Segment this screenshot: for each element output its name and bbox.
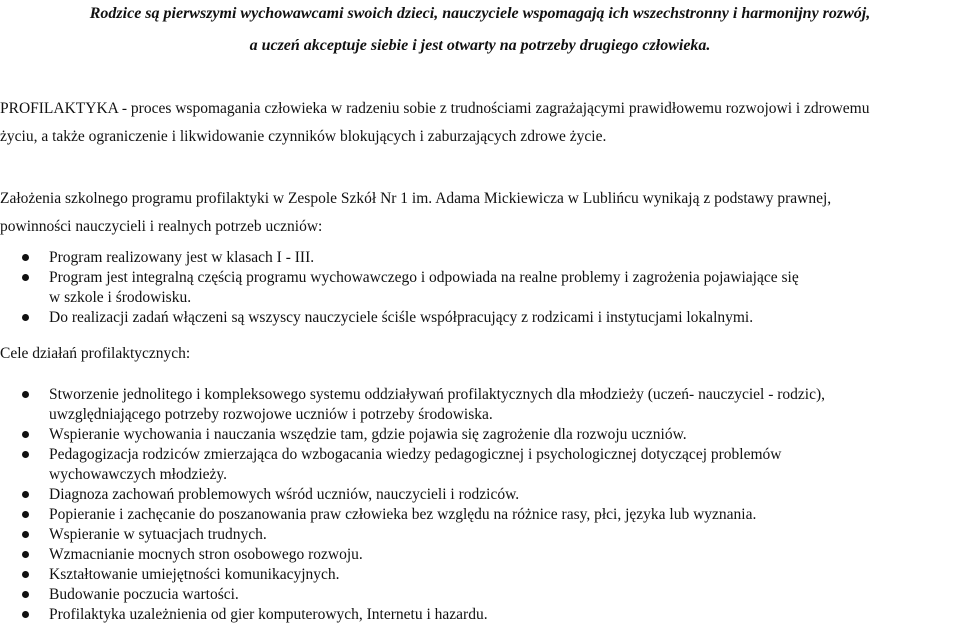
list-item: [22, 565, 952, 585]
list-item-text: Kształtowanie umiejętności komunikacyjnych.: [49, 566, 340, 583]
list-item-text: wychowawczych młodzieży.: [49, 466, 228, 483]
bullet-icon: [22, 431, 29, 438]
profilaktyka-term: PROFILAKTYKA -: [0, 100, 128, 117]
cele-bullet-list: [22, 385, 952, 625]
motto-line-2: a uczeń akceptuje siebie i jest otwarty na potrzeby drugiego człowieka.: [249, 37, 711, 54]
bullet-icon: [22, 611, 29, 618]
zalozenia-intro-line-1: Założenia szkolnego programu profilaktyki w Zespole Szkół Nr 1 im. Adama Mickiewicza w Lublińcu wynikają z podstawy prawnej,: [0, 190, 832, 207]
profilaktyka-definition-line-1: [0, 99, 960, 119]
list-item-text: Do realizacji zadań włączeni są wszyscy nauczyciele ściśle współpracujący z rodzicami i instytucjami lokalnymi.: [49, 309, 754, 326]
cele-heading: Cele działań profilaktycznych:: [0, 345, 191, 362]
list-item-text: Popieranie i zachęcanie do poszanowania praw człowieka bez względu na różnice rasy, płci, języka lub wyznania.: [49, 506, 757, 523]
bullet-icon: [22, 571, 29, 578]
list-item: [22, 525, 952, 545]
list-item-text: uwzględniającego potrzeby rozwojowe uczniów i potrzeby środowiska.: [49, 406, 493, 423]
list-item: [22, 248, 952, 268]
zalozenia-bullet-list: [22, 248, 952, 328]
list-item: [22, 605, 952, 625]
list-item-text: Diagnoza zachowań problemowych wśród uczniów, nauczycieli i rodziców.: [49, 486, 520, 503]
list-item-text: Wzmacnianie mocnych stron osobowego rozwoju.: [49, 546, 363, 563]
list-item-text: Program jest integralną częścią programu wychowawczego i odpowiada na realne problemy i zagrożenia pojawiające się: [49, 269, 799, 286]
zalozenia-intro-line-2: powinności nauczycieli i realnych potrzeb uczniów:: [0, 218, 323, 235]
bullet-icon: [22, 551, 29, 558]
list-item: [22, 505, 952, 525]
list-item: [22, 585, 952, 605]
list-item-text: Profilaktyka uzależnienia od gier komputerowych, Internetu i hazardu.: [49, 606, 488, 623]
list-item-text: Stworzenie jednolitego i kompleksowego systemu oddziaływań profilaktycznych dla młodzieży (uczeń- nauczyciel - rodzic),: [49, 386, 826, 403]
list-item-text: Wspieranie wychowania i nauczania wszędzie tam, gdzie pojawia się zagrożenie dla rozwoju uczniów.: [49, 426, 687, 443]
bullet-icon: [22, 314, 29, 321]
list-item-text: w szkole i środowisku.: [49, 289, 192, 306]
bullet-icon: [22, 451, 29, 458]
list-item: [22, 445, 952, 485]
bullet-icon: [22, 511, 29, 518]
profilaktyka-definition-line-2: życiu, a także ograniczenie i likwidowanie czynników blokujących i zaburzających zdrowe życie.: [0, 128, 607, 145]
bullet-icon: [22, 591, 29, 598]
profilaktyka-definition-text: proces wspomagania człowieka w radzeniu sobie z trudnościami zagrażającymi prawidłowemu rozwojowi i zdrowemu: [127, 100, 870, 117]
list-item-text: Program realizowany jest w klasach I - III.: [49, 249, 315, 266]
bullet-icon: [22, 531, 29, 538]
list-item: [22, 308, 952, 328]
list-item: [22, 485, 952, 505]
list-item-text: Pedagogizacja rodziców zmierzająca do wzbogacania wiedzy pedagogicznej i psychologicznej dotyczącej problemów: [49, 446, 782, 463]
list-item-text: Wspieranie w sytuacjach trudnych.: [49, 526, 267, 543]
bullet-icon: [22, 391, 29, 398]
list-item: [22, 268, 952, 308]
list-item-text: Budowanie poczucia wartości.: [49, 586, 239, 603]
list-item: [22, 385, 952, 425]
bullet-icon: [22, 254, 29, 261]
list-item: [22, 545, 952, 565]
bullet-icon: [22, 274, 29, 281]
motto-line-1: Rodzice są pierwszymi wychowawcami swoich dzieci, nauczyciele wspomagają ich wszechstronny i harmonijny rozwój,: [89, 5, 871, 22]
list-item: [22, 425, 952, 445]
bullet-icon: [22, 491, 29, 498]
